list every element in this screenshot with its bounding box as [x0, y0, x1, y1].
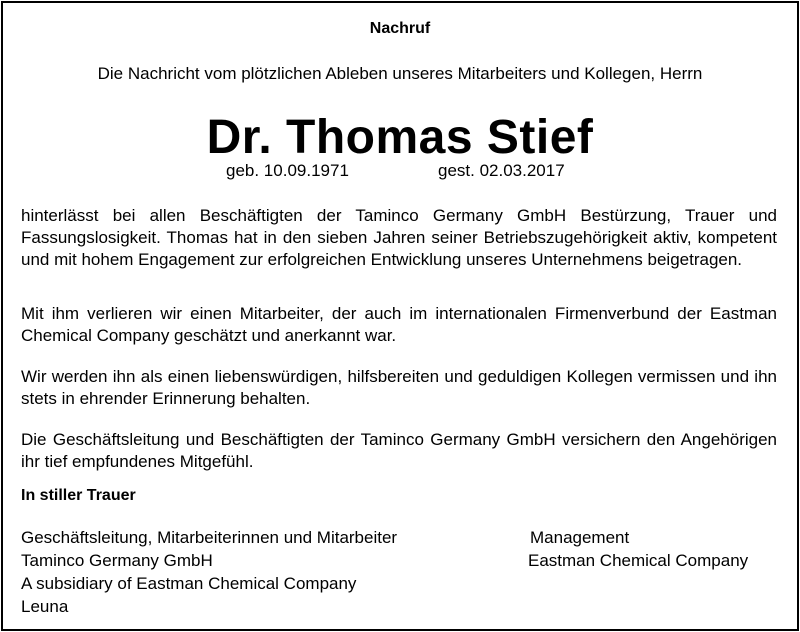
- signature-line: Management: [530, 528, 630, 547]
- paragraph-memory: Wir werden ihn als einen liebenswürdigen, hilfsbereiten und geduldigen Kollegen vermissen und ihn stets in ehrender Erinnerung behalten.: [21, 367, 777, 408]
- paragraph-loss: Mit ihm verlieren wir einen Mitarbeiter, der auch im internationalen Firmenverbund der Eastman Chemical Company geschätzt und anerkannt war.: [21, 304, 777, 345]
- signature-right: [528, 526, 748, 572]
- paragraph-condolence: Die Geschäftsleitung und Beschäftigten der Taminco Germany GmbH versichern den Angehörigen ihr tief empfundenes Mitgefühl.: [21, 430, 777, 471]
- deceased-name: Dr. Thomas Stief: [206, 111, 594, 164]
- signature-line: Eastman Chemical Company: [528, 551, 749, 570]
- signature-line: Geschäftsleitung, Mitarbeiterinnen und Mitarbeiter: [21, 528, 398, 547]
- paragraph-tribute: hinterlässt bei allen Beschäftigten der Taminco Germany GmbH Bestürzung, Trauer und Fassungslosigkeit. Thomas hat in den sieben Jahren seiner Betriebszugehörigkeit aktiv, kompetent und mit hohem Engagement zur erfolgreichen Entwicklung unseres Unternehmens beigetragen.: [21, 206, 777, 269]
- mourning-label: In stiller Trauer: [21, 487, 136, 504]
- notice-heading: Nachruf: [369, 20, 431, 37]
- birth-date: geb. 10.09.1971: [226, 161, 349, 180]
- signature-line: Taminco Germany GmbH: [21, 551, 213, 570]
- death-date: gest. 02.03.2017: [438, 161, 565, 180]
- intro-line: Die Nachricht vom plötzlichen Ableben unseres Mitarbeiters und Kollegen, Herrn: [97, 64, 703, 83]
- signature-line: Leuna: [21, 597, 69, 616]
- signature-left: [21, 526, 397, 618]
- signature-line: A subsidiary of Eastman Chemical Company: [21, 574, 357, 593]
